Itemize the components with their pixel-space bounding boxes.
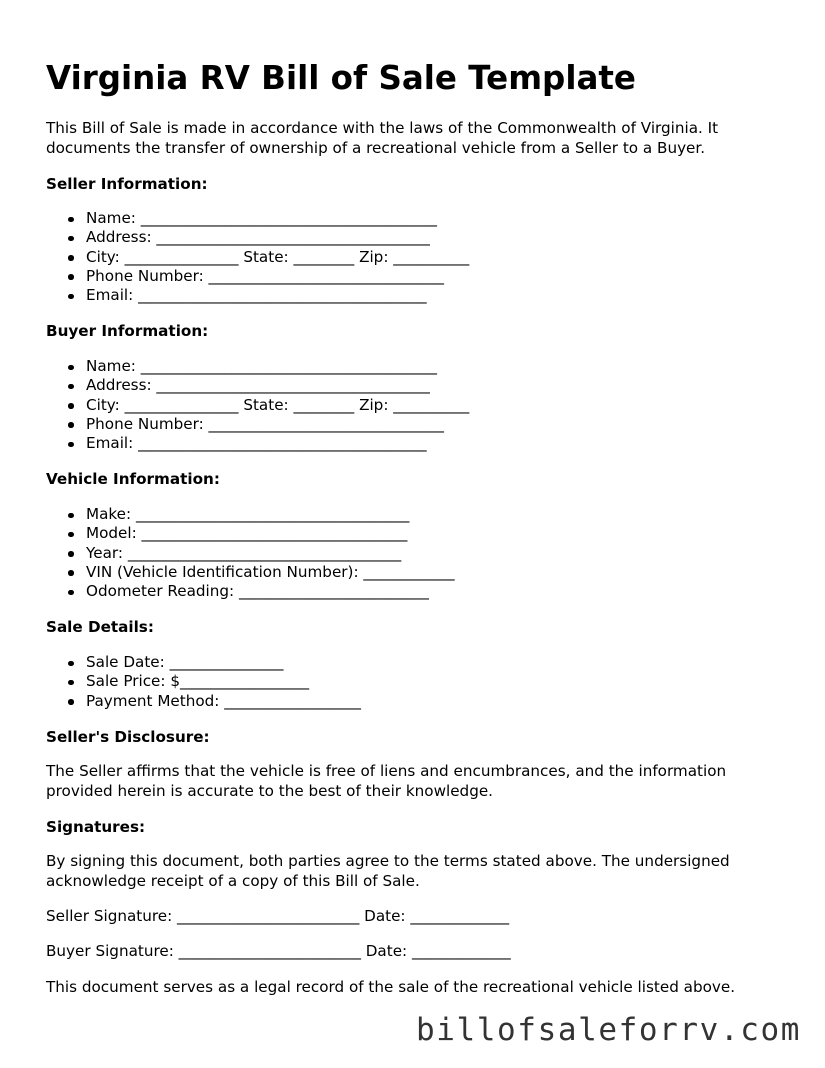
sale-heading: Sale Details: <box>46 618 154 636</box>
vehicle-heading: Vehicle Information: <box>46 470 220 488</box>
list-item: Sale Date: _______________ <box>46 653 361 672</box>
list-item: Odometer Reading: _________________________ <box>46 582 455 601</box>
list-item: City: _______________ State: ________ Zip: __________ <box>46 248 469 267</box>
list-item: Make: ____________________________________ <box>46 505 455 524</box>
vehicle-list <box>46 505 455 601</box>
list-item: Name: _______________________________________ <box>46 357 469 376</box>
list-item: Name: _______________________________________ <box>46 209 469 228</box>
buyer-list <box>46 357 469 453</box>
intro-paragraph: This Bill of Sale is made in accordance with the laws of the Commonwealth of Virginia. It documents the transfer of ownership of a recreational vehicle from a Seller to a Buyer. <box>46 119 719 157</box>
list-item: Phone Number: _______________________________ <box>46 415 469 434</box>
page-title: Virginia RV Bill of Sale Template <box>46 59 636 97</box>
list-item: Email: ______________________________________ <box>46 286 469 305</box>
disclosure-heading: Seller's Disclosure: <box>46 728 210 746</box>
seller-list <box>46 209 469 305</box>
list-item: Model: ___________________________________ <box>46 524 455 543</box>
sale-list <box>46 653 361 711</box>
signatures-heading: Signatures: <box>46 818 146 836</box>
seller-heading: Seller Information: <box>46 175 208 193</box>
list-item: Address: ____________________________________ <box>46 376 469 395</box>
list-item: Year: ____________________________________ <box>46 544 455 563</box>
buyer-heading: Buyer Information: <box>46 322 209 340</box>
list-item: City: _______________ State: ________ Zip: __________ <box>46 396 469 415</box>
list-item: Sale Price: $_________________ <box>46 672 361 691</box>
list-item: VIN (Vehicle Identification Number): ____________ <box>46 563 455 582</box>
disclosure-text: The Seller affirms that the vehicle is free of liens and encumbrances, and the information provided herein is accurate to the best of their knowledge. <box>46 762 727 800</box>
closing-statement: This document serves as a legal record of the sale of the recreational vehicle listed above. <box>46 978 736 996</box>
list-item: Payment Method: __________________ <box>46 692 361 711</box>
list-item: Address: ____________________________________ <box>46 228 469 247</box>
buyer-signature-line: Buyer Signature: ________________________ Date: _____________ <box>46 942 511 960</box>
list-item: Email: ______________________________________ <box>46 434 469 453</box>
list-item: Phone Number: _______________________________ <box>46 267 469 286</box>
seller-signature-line: Seller Signature: ________________________ Date: _____________ <box>46 907 510 925</box>
site-watermark: billofsaleforrv.com <box>415 1012 801 1048</box>
signatures-text: By signing this document, both parties agree to the terms stated above. The undersigned acknowledge receipt of a copy of this Bill of Sale. <box>46 852 730 890</box>
